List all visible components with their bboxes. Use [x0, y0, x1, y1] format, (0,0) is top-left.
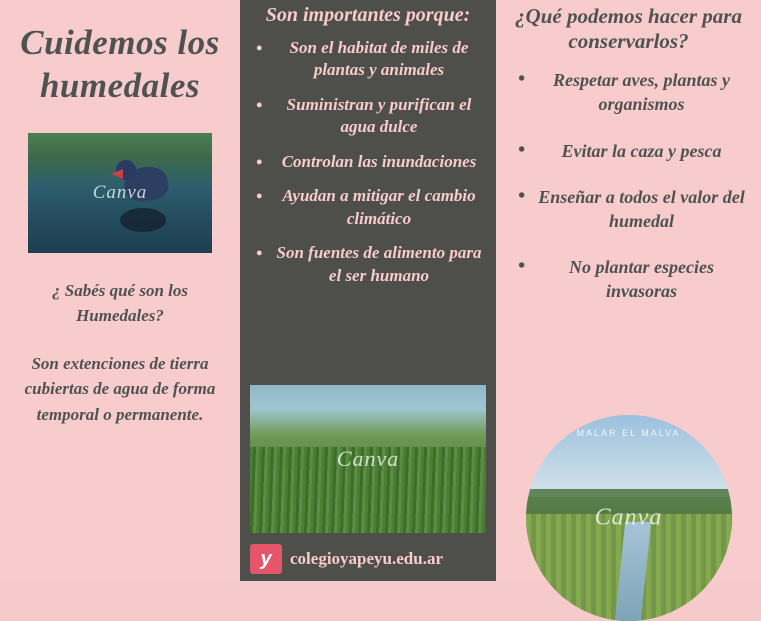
- right-heading: ¿Qué podemos hacer para conservarlos?: [515, 4, 742, 54]
- canva-watermark: Canva: [336, 446, 400, 471]
- panel-middle: [240, 0, 496, 581]
- canva-watermark: Canva: [594, 504, 663, 531]
- photo-wetland-grass: [250, 385, 486, 533]
- photo-caption: MALAR EL MALVA: [576, 428, 681, 438]
- list-item: • Ayudan a mitigar el cambio climático: [250, 185, 486, 230]
- list-item: • Suministran y purifican el agua dulce: [250, 94, 486, 139]
- bird-beak-shape: [111, 169, 123, 179]
- list-item: • Son fuentes de alimento para el ser humano: [250, 242, 486, 287]
- treeline-shape: [526, 489, 732, 514]
- photo-wetland-bird: [28, 133, 212, 253]
- list-item: • Enseñar a todos el valor del humedal: [508, 185, 749, 233]
- canva-watermark: Canva: [92, 182, 148, 204]
- list-item: • Evitar la caza y pesca: [508, 139, 749, 163]
- page-title: Cuidemos los humedales: [20, 23, 220, 105]
- list-item: • Son el habitat de miles de plantas y animales: [250, 37, 486, 82]
- grass-band-shape: [250, 447, 486, 533]
- panel-left: [0, 0, 240, 581]
- list-item: • Controlan las inundaciones: [250, 151, 486, 173]
- middle-heading: Son importantes porque:: [265, 4, 471, 26]
- actions-list: [508, 68, 749, 303]
- school-logo-icon: y: [250, 544, 282, 574]
- list-item: • Respetar aves, plantas y organismos: [508, 68, 749, 116]
- list-item: • No plantar especies invasoras: [508, 255, 749, 303]
- panel-right: [496, 0, 761, 581]
- left-paragraph: Son extenciones de tierra cubiertas de agua de forma temporal o permanente.: [24, 353, 216, 424]
- water-reflection-shape: [120, 208, 166, 232]
- importance-list: [250, 37, 486, 287]
- photo-wetland-landscape-circle: [526, 415, 732, 621]
- website-link[interactable]: colegioyapeyu.edu.ar: [290, 549, 443, 568]
- left-question: ¿ Sabés qué son los Humedales?: [51, 281, 189, 326]
- footer-bar: [250, 537, 486, 581]
